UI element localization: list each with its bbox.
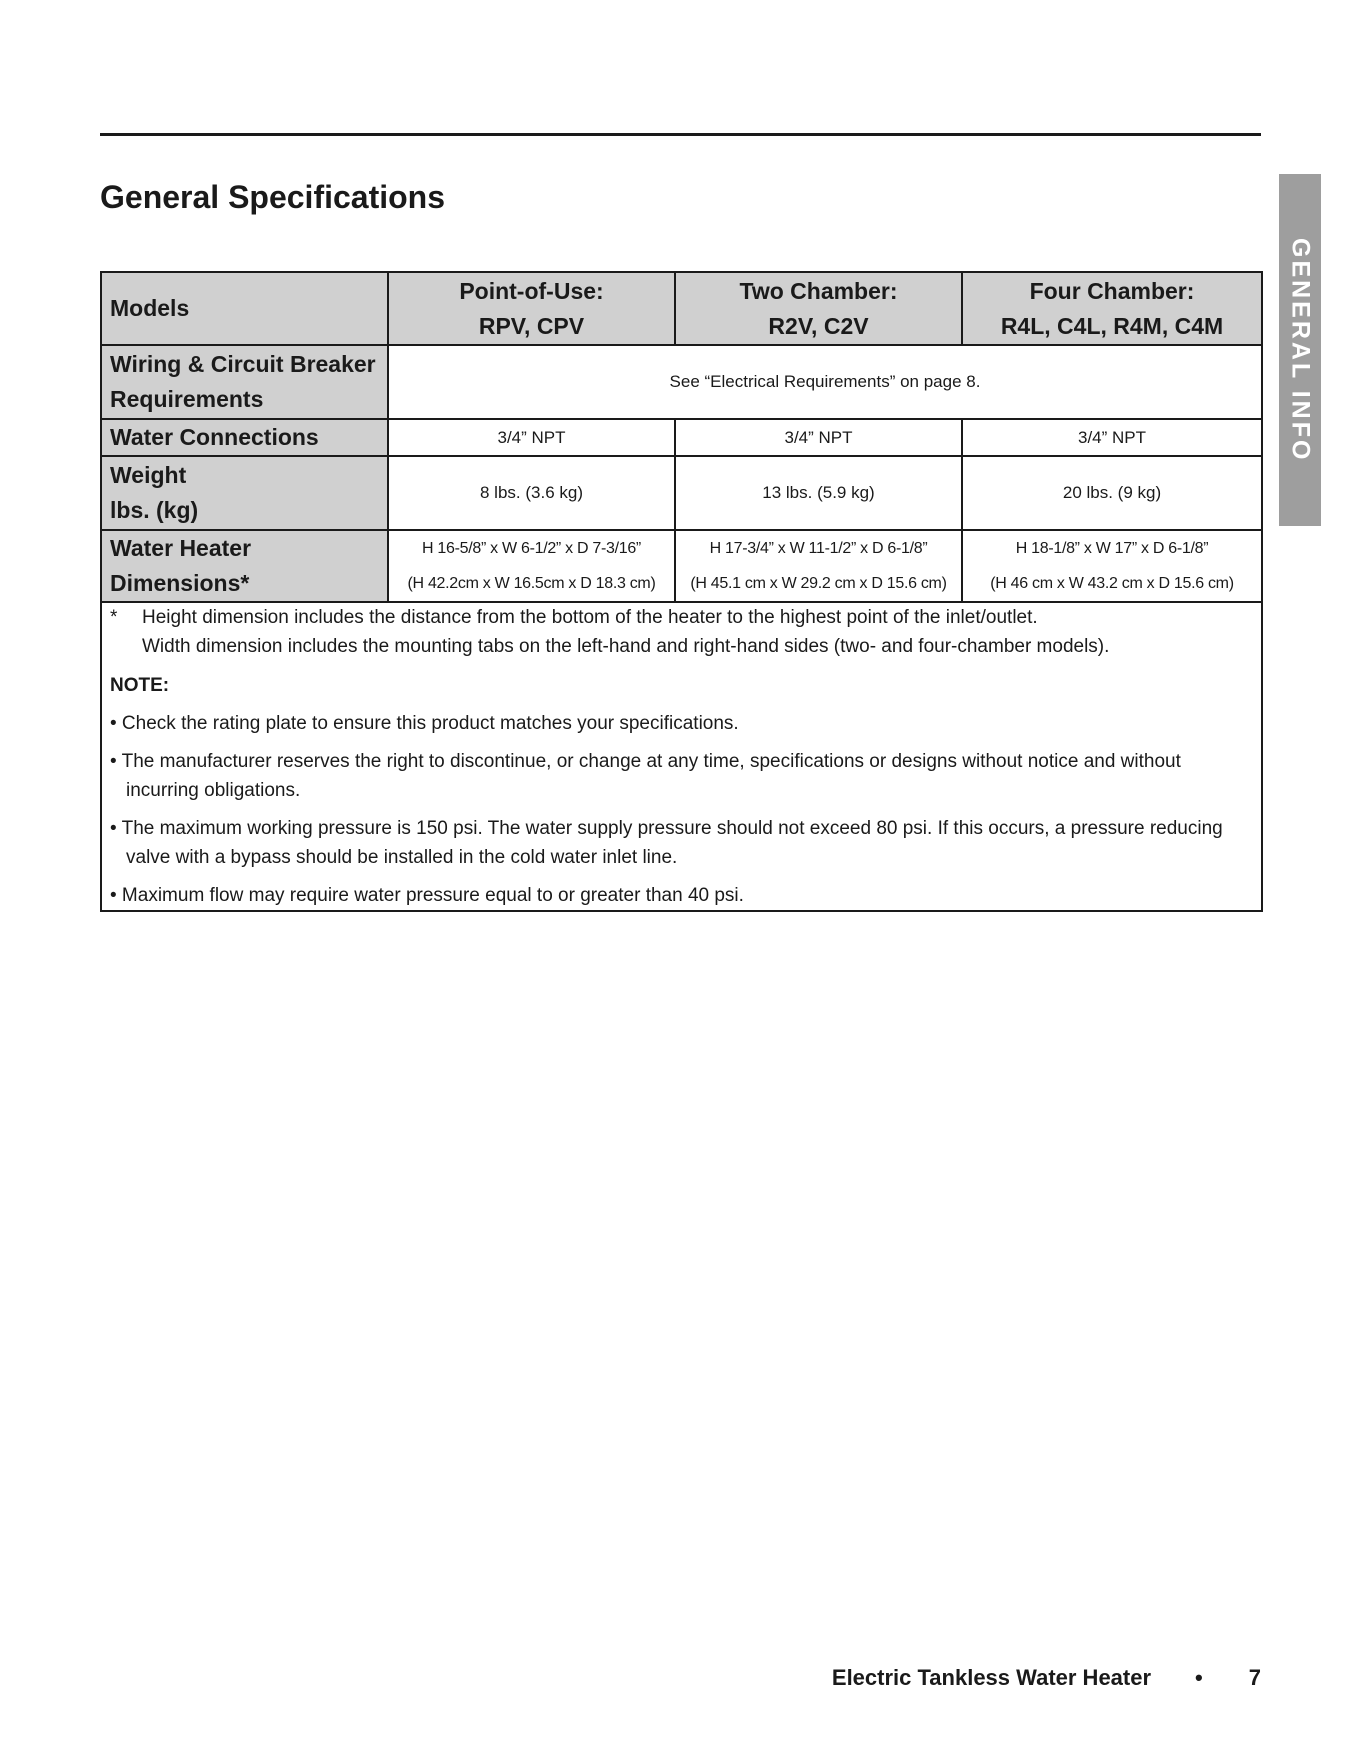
- column-header-models: R2V, C2V: [768, 312, 869, 339]
- notes-cell: [101, 602, 1262, 911]
- column-header-title: Four Chamber:: [1029, 277, 1195, 304]
- table-cell: 3/4” NPT: [388, 419, 675, 456]
- row-header-wiring: [101, 345, 388, 419]
- dimension-metric: (H 45.1 cm x W 29.2 cm x D 15.6 cm): [690, 575, 947, 592]
- row-header-water-connections: Water Connections: [101, 419, 388, 456]
- row-header-dimensions: [101, 530, 388, 602]
- wiring-requirements-cell: See “Electrical Requirements” on page 8.: [388, 345, 1262, 419]
- table-row: [101, 345, 1262, 419]
- row-header-line: Wiring & Circuit Breaker: [110, 351, 376, 377]
- column-header-models: RPV, CPV: [478, 312, 585, 339]
- note-bullet: • The manufacturer reserves the right to discontinue, or change at any time, specifications or designs without notice and without incurring obligations.: [110, 751, 1181, 801]
- page-title: General Specifications: [100, 179, 446, 215]
- side-tab-label: GENERAL INFO: [1286, 237, 1315, 463]
- column-header-point-of-use: [388, 272, 675, 345]
- dimension-imperial: H 17-3/4” x W 11-1/2” x D 6-1/8”: [709, 540, 928, 557]
- page-number: 7: [1248, 1665, 1261, 1690]
- column-header-title: Point-of-Use:: [459, 277, 604, 304]
- row-header-line: Water Heater: [110, 535, 252, 561]
- table-cell: 3/4” NPT: [962, 419, 1262, 456]
- footnote-line: Height dimension includes the distance from the bottom of the heater to the highest point of the inlet/outlet.: [142, 607, 1038, 628]
- note-heading: NOTE:: [110, 675, 170, 696]
- column-header-models: R4L, C4L, R4M, C4M: [1000, 312, 1224, 339]
- dimension-imperial: H 16-5/8” x W 6-1/2” x D 7-3/16”: [422, 540, 641, 557]
- column-header-four-chamber: [962, 272, 1262, 345]
- dimension-metric: (H 42.2cm x W 16.5cm x D 18.3 cm): [407, 575, 656, 592]
- dimension-imperial: H 18-1/8” x W 17” x D 6-1/8”: [1015, 540, 1209, 557]
- table-cell: [388, 530, 675, 602]
- table-row: [101, 419, 1262, 456]
- footer-separator: •: [1195, 1665, 1203, 1690]
- table-cell: 3/4” NPT: [675, 419, 962, 456]
- table-header-row: [101, 272, 1262, 345]
- table-row: [101, 456, 1262, 530]
- row-header-line: lbs. (kg): [110, 497, 199, 523]
- row-header-line: Weight: [110, 462, 187, 488]
- note-bullet: • The maximum working pressure is 150 psi. The water supply pressure should not exceed 80 psi. If this occurs, a pressure reducing valve with a bypass should be installed in the cold water inlet line.: [110, 818, 1223, 868]
- dimension-metric: (H 46 cm x W 43.2 cm x D 15.6 cm): [990, 575, 1234, 592]
- column-header-two-chamber: [675, 272, 962, 345]
- row-header-line: Dimensions*: [110, 570, 250, 596]
- column-header-title: Two Chamber:: [739, 277, 898, 304]
- table-cell: 13 lbs. (5.9 kg): [675, 456, 962, 530]
- page-footer: [832, 1665, 1261, 1691]
- table-row: [101, 530, 1262, 602]
- row-header-weight: [101, 456, 388, 530]
- models-header: Models: [101, 272, 388, 345]
- footer-title: Electric Tankless Water Heater: [831, 1665, 1152, 1690]
- note-bullet: • Check the rating plate to ensure this product matches your specifications.: [110, 713, 739, 734]
- table-cell: [675, 530, 962, 602]
- top-rule: [100, 133, 1261, 136]
- table-cell: [962, 530, 1262, 602]
- table-cell: 20 lbs. (9 kg): [962, 456, 1262, 530]
- row-header-line: Requirements: [110, 386, 264, 412]
- notes-row: [101, 602, 1262, 911]
- footnote-mark: *: [110, 607, 118, 628]
- footnote-line: Width dimension includes the mounting tabs on the left-hand and right-hand sides (two- and four-chamber models).: [142, 636, 1110, 657]
- spec-table: [100, 271, 1263, 912]
- section-side-tab: [1279, 174, 1321, 526]
- footnote: [110, 603, 1253, 661]
- table-cell: 8 lbs. (3.6 kg): [388, 456, 675, 530]
- note-bullet: • Maximum flow may require water pressure equal to or greater than 40 psi.: [110, 885, 744, 906]
